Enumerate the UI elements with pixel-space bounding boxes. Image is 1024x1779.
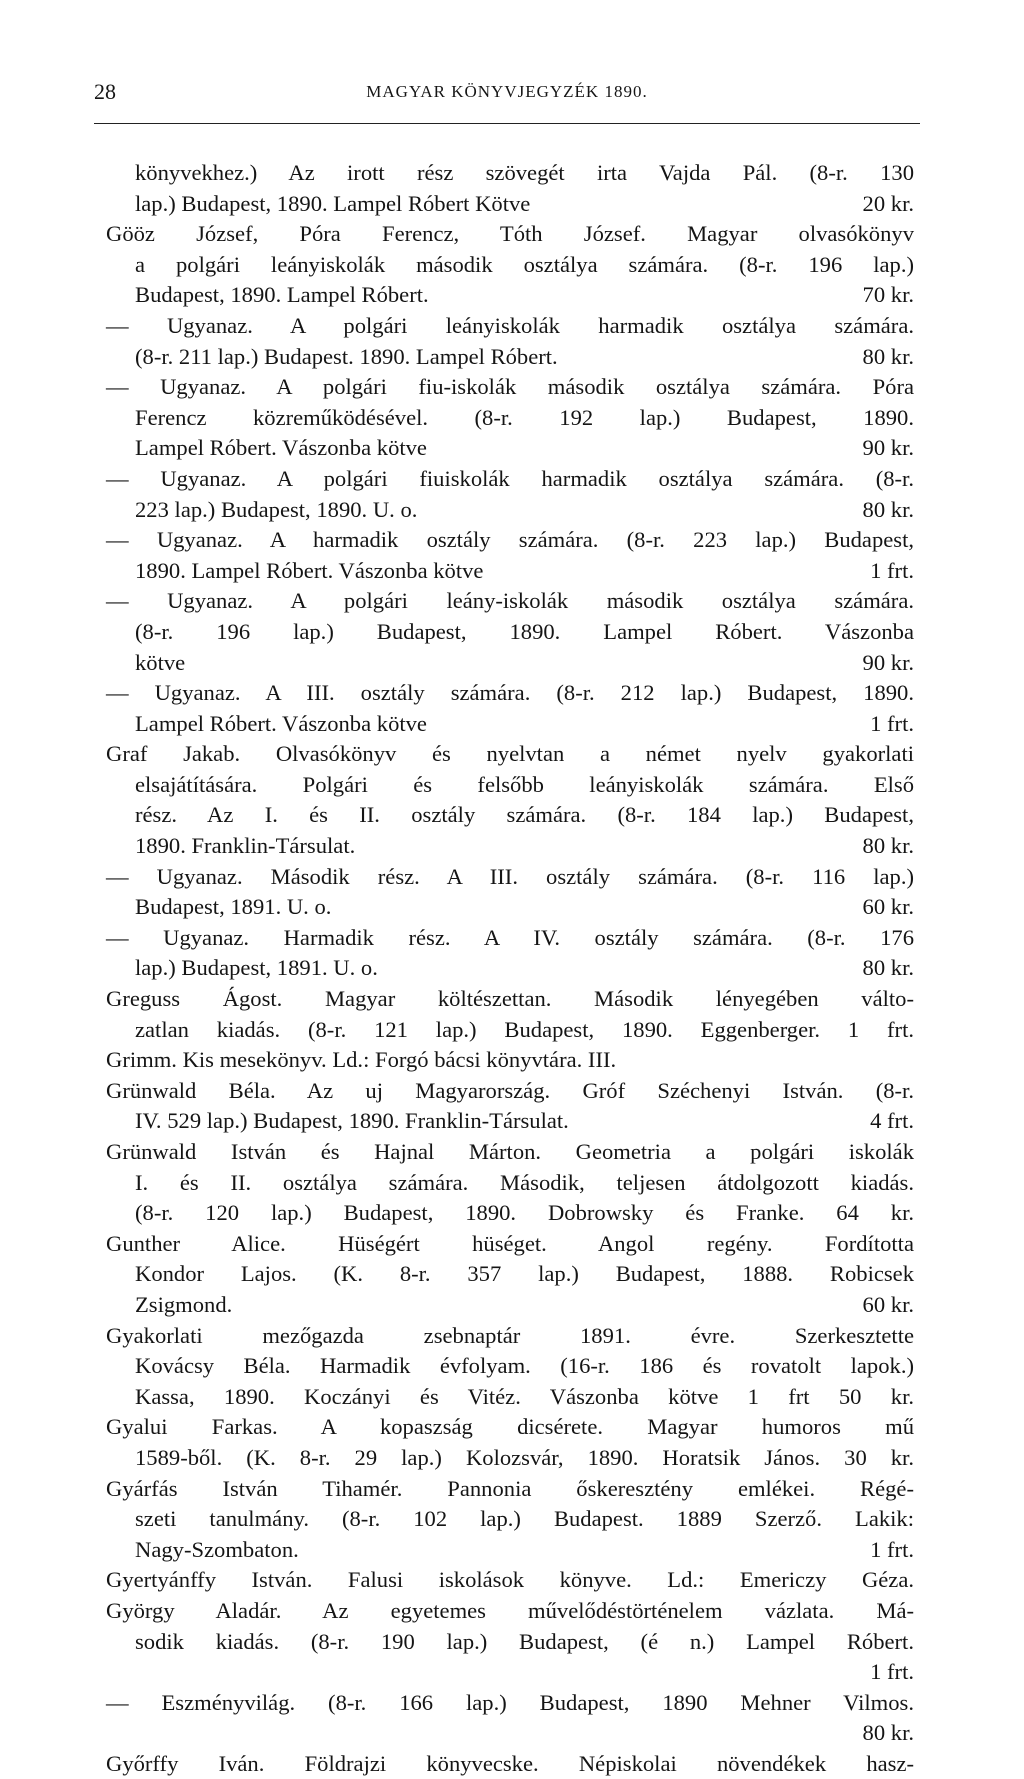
line-text: Gunther Alice. Hüségért hüséget. Angol regény. Fordította <box>106 1230 914 1256</box>
line-text: szeti tanulmány. (8-r. 102 lap.) Budapest. 1889 Szerző. Lakik: <box>135 1506 914 1532</box>
line-text: Gyalui Farkas. A kopaszság dicsérete. Magyar humoros mű <box>106 1414 914 1440</box>
catalog-line <box>106 1565 914 1596</box>
catalog-line <box>135 556 914 587</box>
line-text: Kondor Lajos. (K. 8-r. 357 lap.) Budapest, 1888. Robicsek <box>135 1261 914 1287</box>
catalog-line <box>135 648 914 679</box>
price: 70 kr. <box>862 282 914 308</box>
catalog-line <box>135 250 914 281</box>
line-text: Kassa, 1890. Koczányi és Vitéz. Vászonba kötve 1 frt 50 kr. <box>135 1383 914 1409</box>
price: 1 frt. <box>870 1536 914 1562</box>
catalog-line <box>135 1535 914 1566</box>
line-text: Grünwald István és Hajnal Márton. Geometria a polgári iskolák <box>106 1139 914 1164</box>
catalog-line <box>106 1321 914 1352</box>
line-text: — Ugyanaz. A polgári leány-iskolák második osztálya számára. <box>106 588 914 614</box>
catalog-line <box>135 953 914 984</box>
catalog-line <box>106 1596 914 1627</box>
catalog-line <box>106 678 914 709</box>
line-text: IV. 529 lap.) Budapest, 1890. Franklin-Társulat. <box>135 1108 569 1134</box>
price: 4 frt. <box>870 1108 914 1134</box>
catalog-line <box>135 158 914 189</box>
catalog-body <box>106 158 914 1779</box>
line-text: 1589-ből. (K. 8-r. 29 lap.) Kolozsvár, 1890. Horatsik János. 30 kr. <box>135 1444 914 1470</box>
line-text: zatlan kiadás. (8-r. 121 lap.) Budapest, 1890. Eggenberger. 1 frt. <box>135 1016 914 1042</box>
line-text: Zsigmond. <box>135 1291 233 1317</box>
catalog-line <box>135 1627 914 1658</box>
line-text: elsajátítására. Polgári és felsőbb leányiskolák számára. Első <box>135 771 914 797</box>
line-text: (8-r. 211 lap.) Budapest. 1890. Lampel Róbert. <box>135 343 558 369</box>
line-text: lap.) Budapest, 1891. U. o. <box>135 955 378 981</box>
price: 80 kr. <box>862 343 914 369</box>
catalog-line <box>135 495 914 526</box>
line-text: — Ugyanaz. A polgári fiu-iskolák második osztálya számára. Póra <box>106 374 914 400</box>
line-text: Nagy-Szombaton. <box>135 1536 299 1562</box>
catalog-line <box>135 189 914 220</box>
catalog-line <box>135 617 914 648</box>
line-text: (8-r. 120 lap.) Budapest, 1890. Dobrowsky és Franke. 64 kr. <box>135 1200 914 1226</box>
page-number: 28 <box>94 79 116 104</box>
line-text: Lampel Róbert. Vászonba kötve <box>135 710 427 736</box>
line-text: 223 lap.) Budapest, 1890. U. o. <box>135 496 418 522</box>
line-text: 1890. Lampel Róbert. Vászonba kötve <box>135 557 484 583</box>
catalog-line <box>106 1045 914 1076</box>
price: 90 kr. <box>862 435 914 461</box>
line-text: 1890. Franklin-Társulat. <box>135 833 356 859</box>
catalog-line <box>106 984 914 1015</box>
price: 60 kr. <box>862 1291 914 1317</box>
line-text: — Ugyanaz. Második rész. A III. osztály számára. (8-r. 116 lap.) <box>106 863 914 889</box>
line-text: Ferencz közreműködésével. (8-r. 192 lap.) Budapest, 1890. <box>135 404 914 430</box>
catalog-line <box>135 1106 914 1137</box>
price: 60 kr. <box>862 894 914 920</box>
catalog-line <box>135 1443 914 1474</box>
catalog-line <box>135 1504 914 1535</box>
line-text: rész. Az I. és II. osztály számára. (8-r. 184 lap.) Budapest, <box>135 802 914 828</box>
price: 1 frt. <box>870 557 914 583</box>
line-text: lap.) Budapest, 1890. Lampel Róbert Kötve <box>135 190 531 216</box>
catalog-line <box>106 1229 914 1260</box>
line-text: — Ugyanaz. A III. osztály számára. (8-r. 212 lap.) Budapest, 1890. <box>106 680 914 706</box>
line-text: Gyárfás István Tihamér. Pannonia őskeresztény emlékei. Régé- <box>106 1475 914 1501</box>
line-text: (8-r. 196 lap.) Budapest, 1890. Lampel Róbert. Vászonba <box>135 618 914 644</box>
catalog-line <box>135 1015 914 1046</box>
line-text: Lampel Róbert. Vászonba kötve <box>135 435 427 461</box>
line-text: a polgári leányiskolák második osztálya számára. (8-r. 196 lap.) <box>135 251 914 277</box>
line-text: Grimm. Kis mesekönyv. Ld.: Forgó bácsi könyvtára. III. <box>106 1047 617 1073</box>
catalog-line <box>135 831 914 862</box>
catalog-line <box>135 800 914 831</box>
catalog-line <box>106 862 914 893</box>
price: 80 kr. <box>862 1720 914 1746</box>
catalog-line <box>106 1076 914 1107</box>
catalog-line <box>135 770 914 801</box>
line-text: Budapest, 1891. U. o. <box>135 894 332 920</box>
line-text: kötve <box>135 649 186 675</box>
catalog-line <box>135 1259 914 1290</box>
catalog-line <box>135 709 914 740</box>
catalog-line <box>106 1749 914 1779</box>
line-text: sodik kiadás. (8-r. 190 lap.) Budapest, (é n.) Lampel Róbert. <box>135 1628 914 1654</box>
catalog-line <box>135 892 914 923</box>
catalog-line <box>106 586 914 617</box>
running-title: MAGYAR KÖNYVJEGYZÉK 1890. <box>366 82 648 101</box>
line-text: Gööz József, Póra Ferencz, Tóth József. Magyar olvasókönyv <box>106 221 914 247</box>
line-text: — Ugyanaz. A polgári leányiskolák harmadik osztálya számára. <box>106 312 914 338</box>
catalog-line <box>106 1412 914 1443</box>
catalog-line <box>135 342 914 373</box>
line-text: Budapest, 1890. Lampel Róbert. <box>135 282 429 308</box>
line-text: I. és II. osztálya számára. Második, teljesen átdolgozott kiadás. <box>135 1169 914 1195</box>
price: 80 kr. <box>862 833 914 859</box>
catalog-line <box>106 525 914 556</box>
line-text: Gyertyánffy István. Falusi iskolások könyve. Ld.: Emericzy Géza. <box>106 1567 914 1593</box>
line-text: Grünwald Béla. Az uj Magyarország. Gróf Széchenyi István. (8-r. <box>106 1077 914 1103</box>
catalog-line <box>106 739 914 770</box>
catalog-line <box>106 311 914 342</box>
catalog-line <box>106 1474 914 1505</box>
price: 1 frt. <box>870 1659 914 1685</box>
line-text: Gyakorlati mezőgazda zsebnaptár 1891. évre. Szerkesztette <box>106 1322 914 1348</box>
line-text: György Aladár. Az egyetemes művelődéstörténelem vázlata. Má- <box>106 1597 914 1623</box>
line-text: Győrffy Iván. Földrajzi könyvecske. Népiskolai növendékek hasz- <box>106 1750 914 1776</box>
catalog-line <box>135 1198 914 1229</box>
line-text: Graf Jakab. Olvasókönyv és nyelvtan a német nyelv gyakorlati <box>106 741 914 767</box>
catalog-line <box>106 372 914 403</box>
page-header <box>94 79 920 107</box>
catalog-line <box>135 1351 914 1382</box>
catalog-line <box>135 280 914 311</box>
catalog-line <box>106 219 914 250</box>
catalog-line <box>106 923 914 954</box>
price: 20 kr. <box>862 190 914 216</box>
price: 80 kr. <box>862 955 914 981</box>
line-text: — Ugyanaz. A polgári fiuiskolák harmadik osztálya számára. (8-r. <box>106 465 914 491</box>
line-text: — Ugyanaz. Harmadik rész. A IV. osztály számára. (8-r. 176 <box>106 924 914 950</box>
line-text: Greguss Ágost. Magyar költészettan. Második lényegében válto- <box>106 986 914 1012</box>
catalog-line <box>106 1688 914 1719</box>
catalog-line <box>135 1168 914 1199</box>
catalog-line <box>135 1718 914 1749</box>
line-text: — Eszményvilág. (8-r. 166 lap.) Budapest, 1890 Mehner Vilmos. <box>106 1689 914 1715</box>
catalog-line <box>135 1657 914 1688</box>
price: 90 kr. <box>862 649 914 675</box>
catalog-line <box>135 433 914 464</box>
line-text: — Ugyanaz. A harmadik osztály számára. (8-r. 223 lap.) Budapest, <box>106 527 914 553</box>
catalog-line <box>106 1137 914 1168</box>
line-text: Kovácsy Béla. Harmadik évfolyam. (16-r. 186 és rovatolt lapok.) <box>135 1353 914 1379</box>
catalog-line <box>106 464 914 495</box>
catalog-line <box>135 403 914 434</box>
header-rule <box>94 123 920 124</box>
price: 1 frt. <box>870 710 914 736</box>
price: 80 kr. <box>862 496 914 522</box>
line-text: könyvekhez.) Az irott rész szövegét irta Vajda Pál. (8-r. 130 <box>135 160 914 185</box>
catalog-line <box>135 1382 914 1413</box>
catalog-line <box>135 1290 914 1321</box>
